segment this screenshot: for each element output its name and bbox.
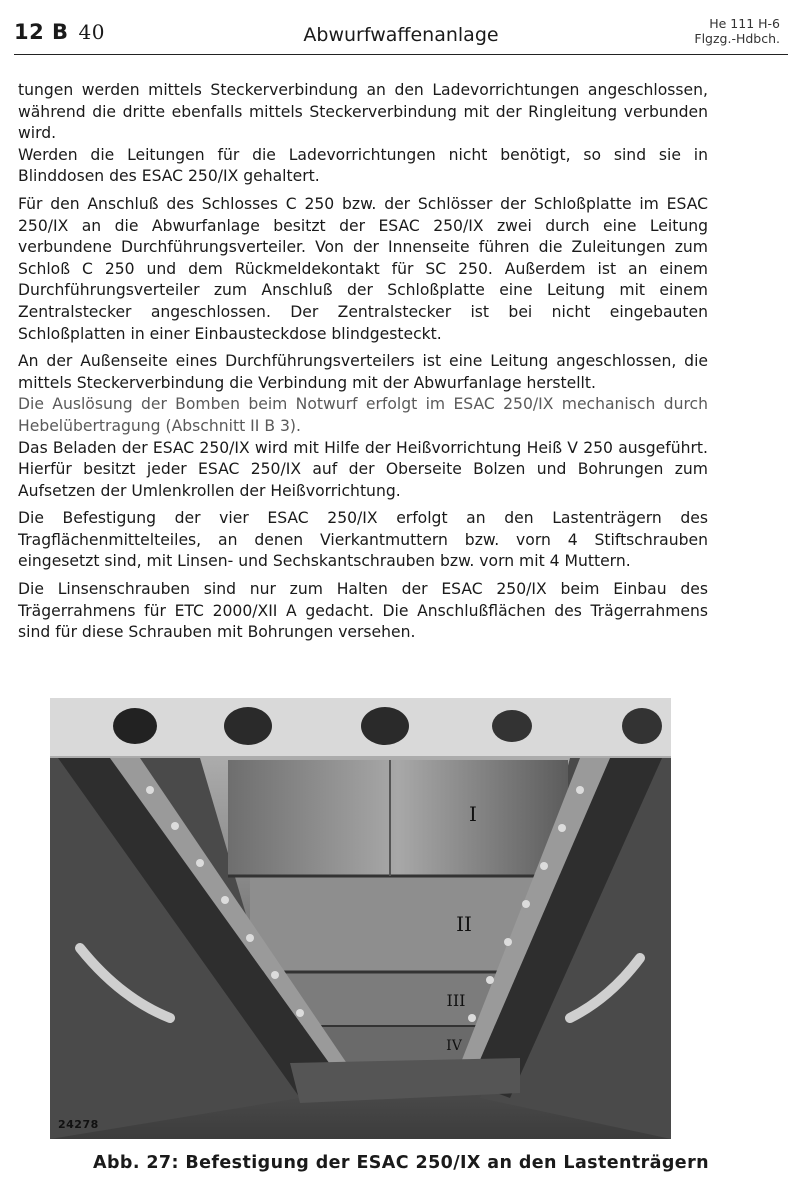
document-id-line2: Flgzg.-Hdbch. — [694, 31, 780, 46]
page-title: Abwurfwaffenanlage — [303, 24, 499, 46]
paragraph: Die Linsenschrauben sind nur zum Halten der ESAC 250/IX beim Einbau des Trägerrahmens für ETC 2000/XII A gedacht. Die Anschlußflächen des Trägerrahmens sind für diese Schrauben mit Bohrungen versehen. — [18, 580, 708, 642]
page-number: 40 — [78, 20, 105, 44]
paragraph: Werden die Leitungen für die Ladevorrichtungen nicht benötigt, so sind sie in Blinddosen des ESAC 250/IX gehaltert. — [18, 145, 708, 186]
paragraph: An der Außenseite eines Durchführungsverteilers ist eine Leitung angeschlossen, die mittels Steckerverbindung die Verbindung mit der Abwurfanlage herstellt. — [18, 352, 708, 392]
document-id-line1: He 111 H-6 — [709, 16, 780, 31]
figure-photo — [50, 698, 671, 1139]
figure-caption: Abb. 27: Befestigung der ESAC 250/IX an den Lastenträgern — [93, 1153, 709, 1173]
panel-label-2: II — [456, 912, 472, 936]
paragraph: Für den Anschluß des Schlosses C 250 bzw. der Schlösser der Schloßplatte im ESAC 250/IX an die Abwurfanlage besitzt der ESAC 250/IX zwei durch eine Leitung verbundene Durchführungsverteiler. Von der Innenseite führen die Zuleitungen zum Schloß C 250 und dem Rückmeldekontakt für SC 250. Außerdem ist an einem Durchführungsverteiler zum Anschluß der Schloßplatte eine Leitung mit einem Zentralstecker angeschlossen. Der Zentralstecker ist bei nicht eingebauten Schloßplatten in einer Einbausteckdose blindgesteckt. — [18, 194, 708, 343]
panel-label-1: I — [469, 802, 477, 826]
paragraph: Die Befestigung der vier ESAC 250/IX erfolgt an den Lastenträgern des Tragflächenmittelteiles, an denen Vierkantmuttern bzw. vorn 4 Stiftschrauben eingesetzt sind, mit Linsen- und Sechskantschrauben bzw. vorn mit 4 Muttern. — [18, 509, 708, 571]
paragraph: Die Auslösung der Bomben beim Notwurf erfolgt im ESAC 250/IX mechanisch durch Hebelübertragung (Abschnitt II B 3). — [18, 395, 708, 435]
panel-label-3: III — [446, 991, 466, 1010]
photo-number: 24278 — [58, 1118, 99, 1131]
panel-label-4: IV — [446, 1038, 462, 1054]
paragraph: tungen werden mittels Steckerverbindung an den Ladevorrichtungen angeschlossen, während die dritte ebenfalls mittels Steckerverbindung mit der Ringleitung verbunden wird. — [18, 81, 708, 143]
photo-illustration — [50, 698, 671, 1139]
paragraph: Das Beladen der ESAC 250/IX wird mit Hilfe der Heißvorrichtung Heiß V 250 ausgeführt. Hierfür besitzt jeder ESAC 250/IX auf der Oberseite Bolzen und Bohrungen zum Aufsetzen der Umlenkrollen der Heißvorrichtung. — [18, 438, 708, 500]
body-text — [18, 80, 708, 650]
document-id — [694, 16, 780, 46]
page-header — [14, 14, 788, 55]
section-code: 12 B — [14, 20, 69, 44]
